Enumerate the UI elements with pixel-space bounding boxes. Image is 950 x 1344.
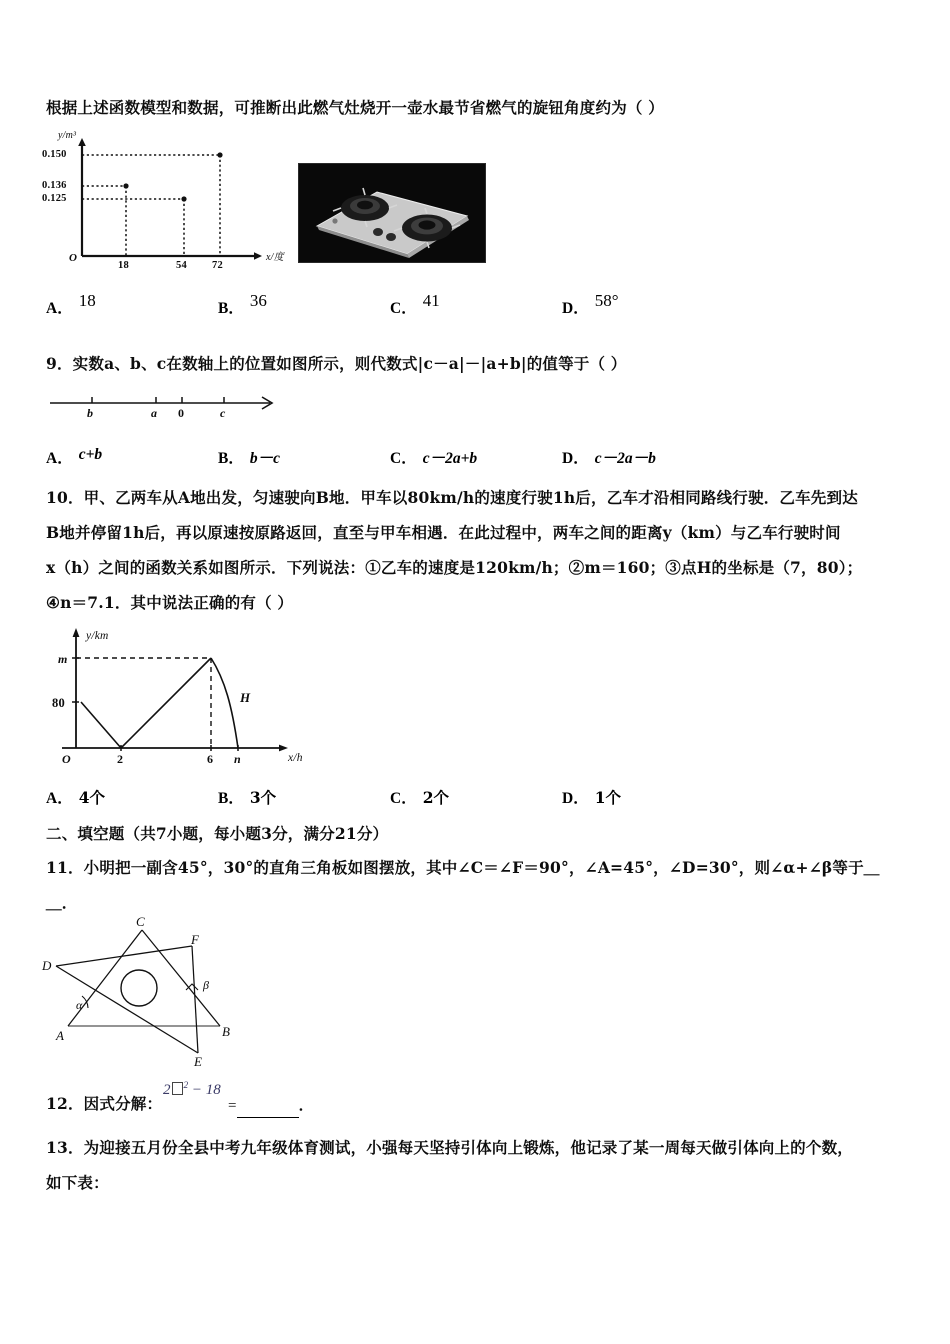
q10-option-a-label: A． <box>46 790 73 807</box>
q12-prefix: 12．因式分解： <box>46 1094 163 1113</box>
q8-data-points <box>123 152 222 201</box>
q8-stem: 根据上述函数模型和数据，可推断出此燃气灶烧开一壶水最节省燃气的旋钮角度约为（ ） <box>46 98 664 117</box>
q8-option-d-value: 58 <box>594 291 612 310</box>
q8-option-c-label: C． <box>390 300 417 317</box>
q8-guide-lines <box>82 155 220 256</box>
q8-y-axis-label: y/m³ <box>58 130 77 141</box>
q9-stem: 9．实数a、b、c在数轴上的位置如图所示，则代数式|c－a|－|a+b|的值等于（ ） <box>46 354 627 373</box>
q10-axes <box>62 628 288 751</box>
q8-option-a[interactable] <box>46 291 218 318</box>
q10-option-c-label: C． <box>390 790 417 807</box>
q11-label-F: F <box>191 932 200 947</box>
gas-stove-photo <box>298 163 486 263</box>
q10-stem-line2: B地并停留1h后，再以原速按原路返回，直至与甲车相遇．在此过程中，两车之间的距离y（km）与乙车行驶时间 <box>46 523 841 542</box>
q10-option-b-value: 3个 <box>249 788 277 807</box>
q10-x-axis-label: x/h <box>288 752 303 764</box>
q13-stem-line1: 13．为迎接五月份全县中考九年级体育测试，小强每天坚持引体向上锻炼，他记录了某一周每天做引体向上的个数， <box>46 1138 853 1157</box>
q10-point-h-label: H <box>240 690 251 705</box>
q9-option-d-label: D． <box>562 450 589 467</box>
q12-answer-row <box>228 1094 314 1118</box>
q12-formula-tofu <box>172 1082 183 1095</box>
q12-suffix: ． <box>298 1096 314 1114</box>
q10-option-a-value: 4个 <box>78 788 105 807</box>
q9-label-c: c <box>220 406 226 420</box>
q8-options <box>46 291 746 318</box>
q9-label-a: a <box>151 406 158 420</box>
q8-option-c[interactable] <box>390 291 562 318</box>
q8-option-c-value: 41 <box>422 291 440 310</box>
q9-option-d[interactable] <box>562 446 734 468</box>
q10-option-b-label: B． <box>218 790 244 807</box>
q8-xtick-0: 18 <box>118 260 129 271</box>
q8-option-b-value: 36 <box>249 291 267 310</box>
q8-option-b-label: B． <box>218 300 244 317</box>
q9-option-a[interactable] <box>46 446 218 468</box>
q10-origin-label: O <box>62 752 71 766</box>
q10-option-d-value: 1个 <box>594 788 621 807</box>
q8-xtick-2: 72 <box>212 260 223 271</box>
q8-xtick-1: 54 <box>176 260 187 271</box>
q11-label-alpha: α <box>76 998 83 1012</box>
q9-option-b-label: B． <box>218 450 244 467</box>
q12-equals: = <box>228 1098 237 1114</box>
q9-option-c-value: c－2a+b <box>422 450 478 467</box>
q10-stem-line4: ④n＝7.1．其中说法正确的有（ ） <box>46 593 294 612</box>
q9-numberline-figure <box>48 390 288 428</box>
q11-label-beta: β <box>203 978 210 992</box>
q10-option-b[interactable] <box>218 786 390 808</box>
q9-option-b[interactable] <box>218 446 390 468</box>
q9-option-c[interactable] <box>390 446 562 468</box>
q10-option-a[interactable] <box>46 786 218 808</box>
q11-label-B: B <box>222 1024 231 1039</box>
q10-stem-line1: 10．甲、乙两车从A地出发，匀速驶向B地．甲车以80km/h的速度行驶1h后，乙车才沿相同路线行驶．乙车先到达 <box>46 488 858 507</box>
q8-figure <box>44 132 304 287</box>
q10-xtick-6: 6 <box>207 752 214 766</box>
q9-option-c-label: C． <box>390 450 417 467</box>
q10-curve <box>81 658 238 748</box>
q11-label-E: E <box>194 1054 203 1069</box>
q11-label-C: C <box>136 914 145 929</box>
q8-ytick-2: 0.125 <box>42 193 67 204</box>
section2-heading: 二、填空题（共7小题，每小题3分，满分21分） <box>46 824 389 843</box>
q9-options <box>46 446 746 468</box>
q10-ytick-80: 80 <box>52 696 65 710</box>
q10-xtick-2: 2 <box>117 752 124 766</box>
q11-stem-line1: 11．小明把一副含45°，30°的直角三角板如图摆放，其中∠C＝∠F＝90°，∠A=45°，∠D=30°，则∠α+∠β等于＿ <box>46 858 880 877</box>
q10-option-c-value: 2个 <box>422 788 449 807</box>
q9-option-b-value: b－c <box>249 450 280 467</box>
q10-option-d[interactable] <box>562 786 734 808</box>
q10-xtick-n: n <box>234 752 241 766</box>
q10-figure <box>48 622 348 772</box>
q8-x-axis-label: x/度 <box>266 252 284 263</box>
q8-option-a-label: A． <box>46 300 73 317</box>
q8-ytick-0: 0.150 <box>42 149 67 160</box>
q12-formula <box>163 1081 221 1099</box>
q10-guide-lines <box>76 658 211 748</box>
q8-option-a-value: 18 <box>78 291 96 310</box>
q12-formula-tail: − 18 <box>191 1082 221 1098</box>
q11-label-A: A <box>56 1028 65 1043</box>
q8-ytick-1: 0.136 <box>42 180 67 191</box>
q9-label-b: b <box>87 406 94 420</box>
q9-label-zero: 0 <box>178 406 185 420</box>
q10-ytick-m: m <box>58 652 68 666</box>
q9-option-a-value: c+b <box>78 446 103 463</box>
q9-option-d-value: c－2a－b <box>594 450 656 467</box>
q8-option-b[interactable] <box>218 291 390 318</box>
q11-circle <box>121 970 157 1006</box>
q8-option-d-degree: ° <box>611 291 619 310</box>
q10-option-c[interactable] <box>390 786 562 808</box>
q11-label-D: D <box>42 958 52 973</box>
q8-origin-label: O <box>69 252 78 264</box>
q11-figure <box>42 914 278 1069</box>
q10-y-axis-label: y/km <box>86 630 109 642</box>
q8-option-d[interactable] <box>562 291 734 318</box>
q10-option-d-label: D． <box>562 790 589 807</box>
q9-option-a-label: A． <box>46 450 73 467</box>
q10-options <box>46 786 746 808</box>
q11-stem-line2: ＿． <box>46 893 78 912</box>
q8-option-d-label: D． <box>562 300 589 317</box>
q12-answer-blank[interactable] <box>237 1104 299 1118</box>
q10-stem-line3: x（h）之间的函数关系如图所示．下列说法：①乙车的速度是120km/h；②m＝160；③点H的坐标是（7，80）； <box>46 558 863 577</box>
q12-formula-lead: 2 <box>163 1082 171 1098</box>
q13-stem-line2: 如下表： <box>46 1173 109 1192</box>
q12-formula-sup: 2 <box>183 1081 189 1091</box>
